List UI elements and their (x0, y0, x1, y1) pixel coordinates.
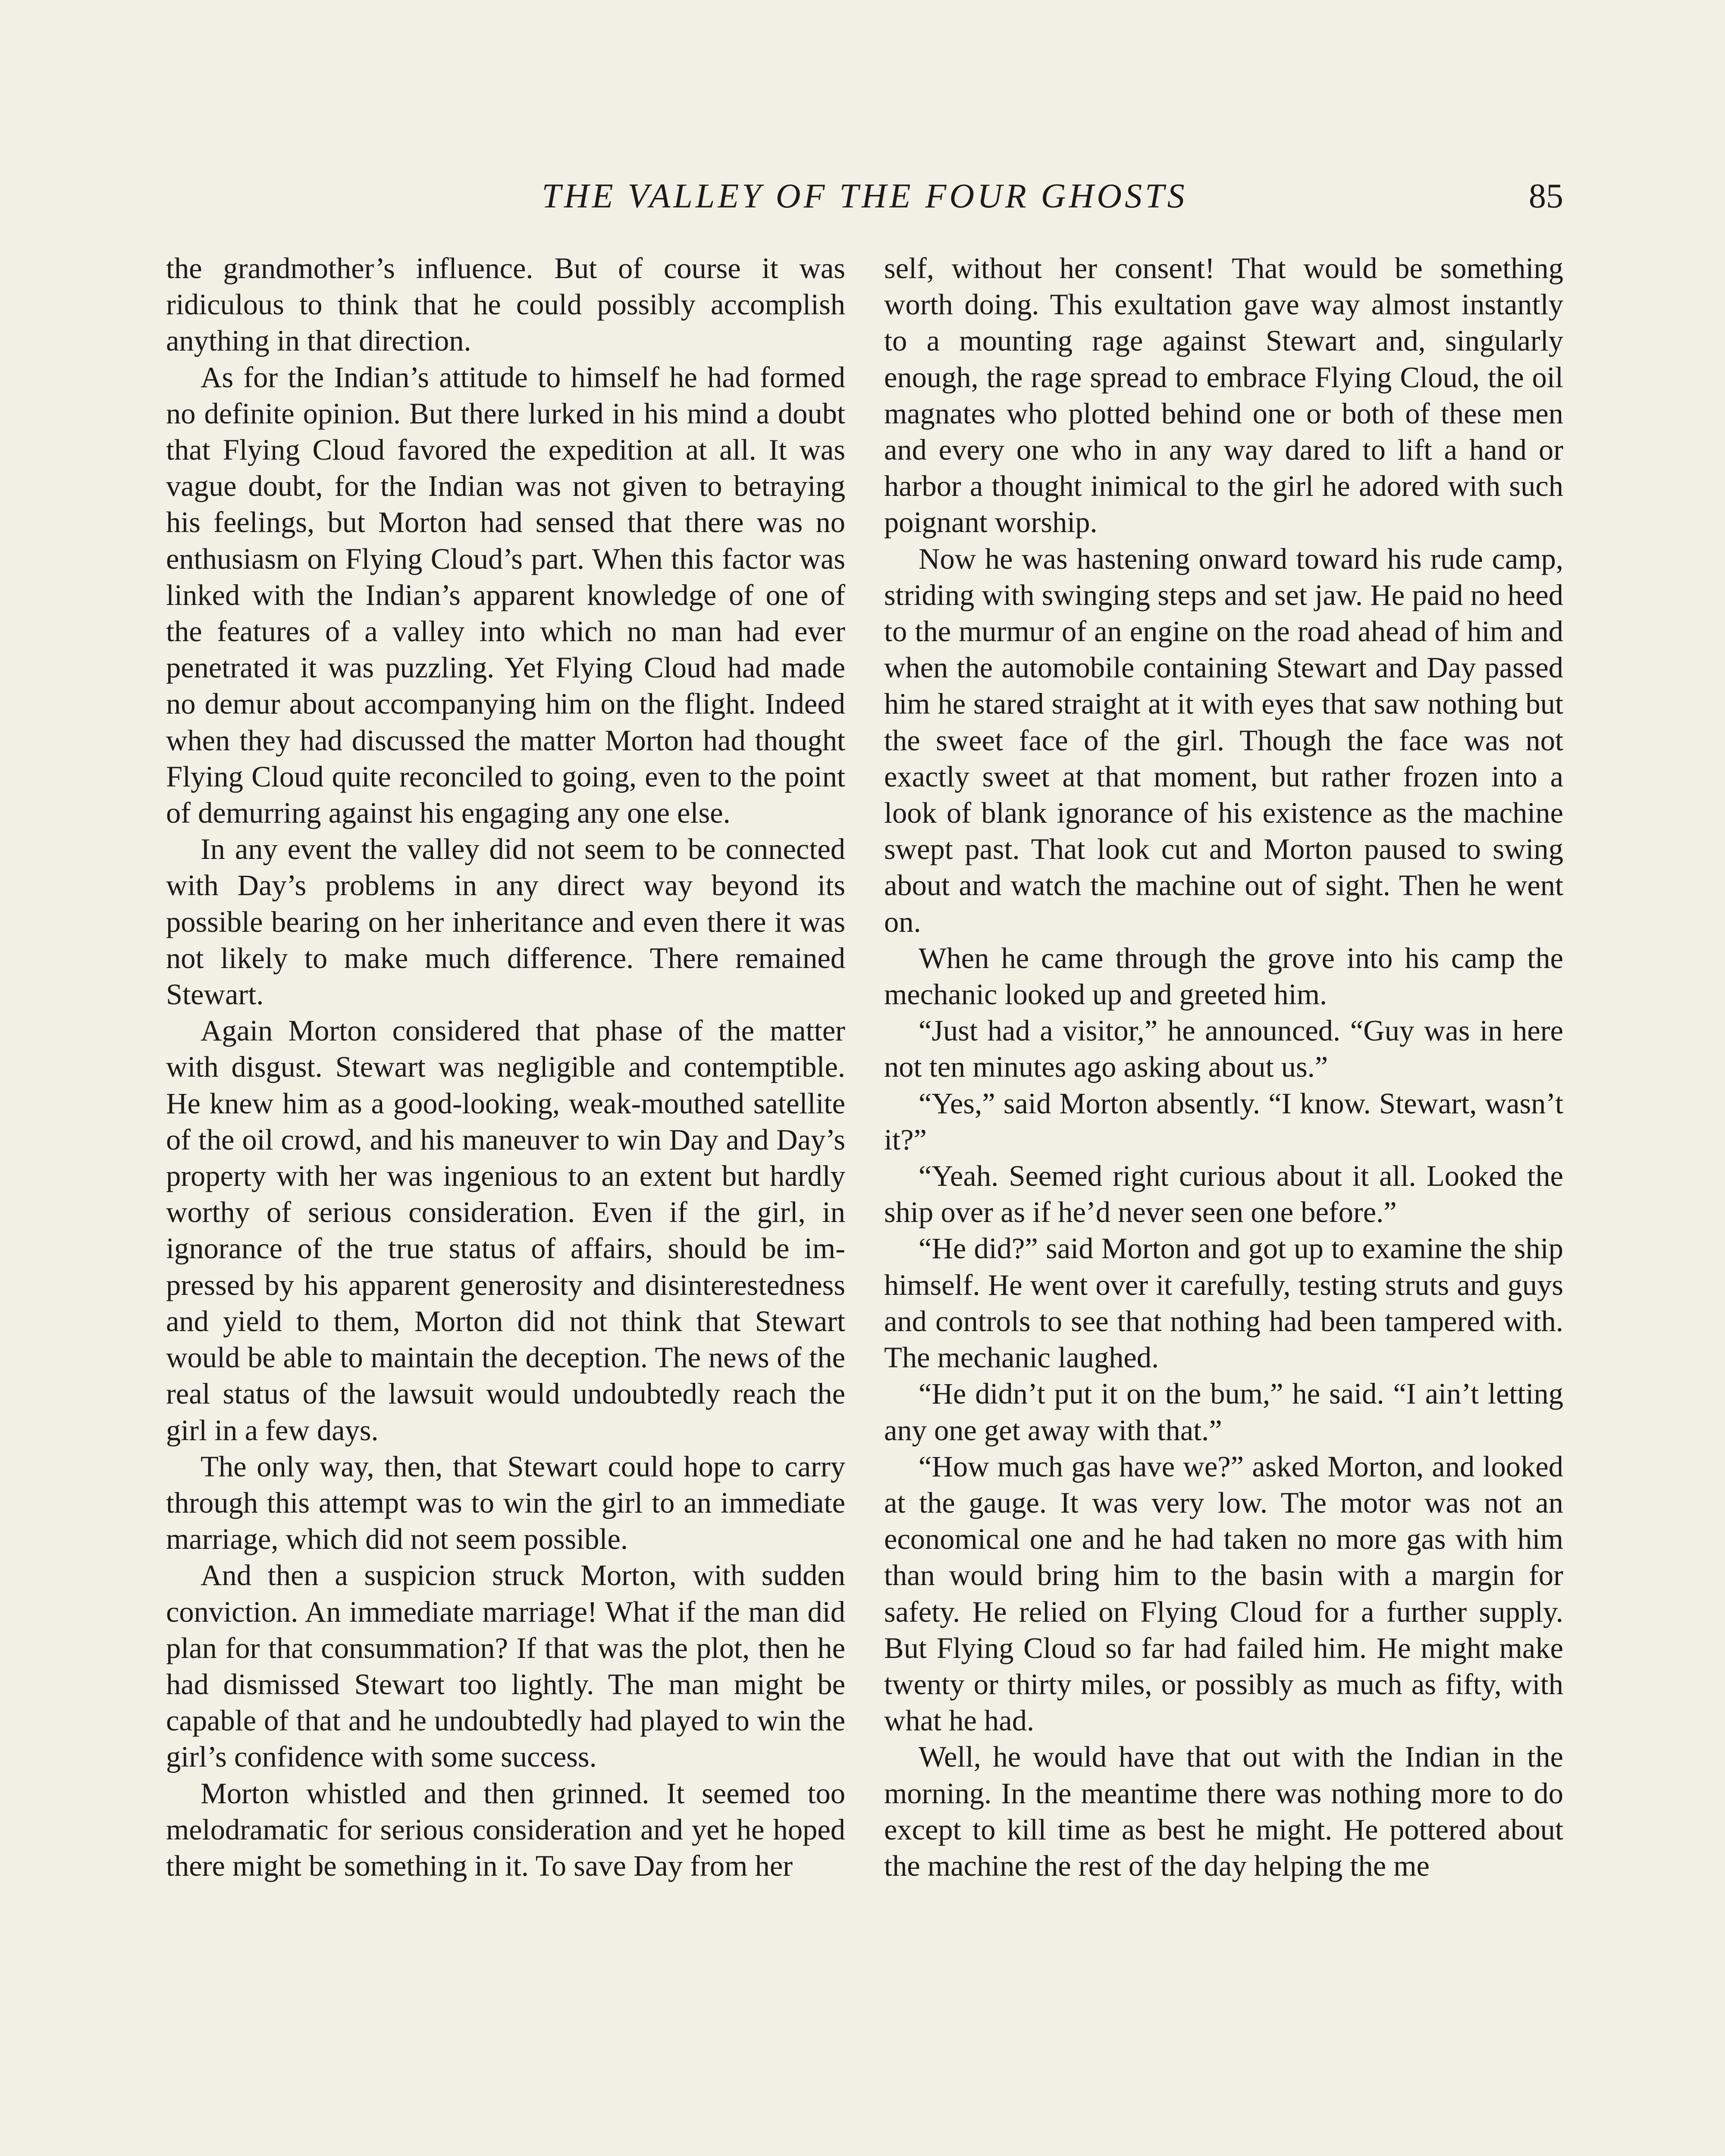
paragraph: As for the Indian’s attitude to himself he had formed no definite opinion. But there lurked in his mind a doubt that Flying Cloud favored the expedition at all. It was vague doubt, for the Indian was not given to betraying his feelings, but Morton had sensed that there was no enthusiasm on Flying Cloud’s part. When this factor was linked with the Indian’s apparent knowledge of one of the features of a valley into which no man had ever penetrated it was puzzling. Yet Flying Cloud had made no demur about accompanying him on the flight. Indeed when they had discussed the matter Morton had thought Flying Cloud quite reconciled to going, even to the point of demurring against his engaging any one else. (166, 360, 845, 830)
paragraph: “He didn’t put it on the bum,” he said. “I ain’t letting any one get away with that.” (884, 1377, 1563, 1447)
page-number: 85 (1529, 177, 1563, 215)
paragraph: And then a suspicion struck Morton, with sudden conviction. An immediate marriage! What if the man did plan for that consummation? If that was the plot, then he had dismissed Stewart too lightly. The man might be capable of that and he undoubtedly had played to win the girl’s confidence with some success. (166, 1559, 845, 1774)
left-column (166, 250, 845, 1884)
paragraph: “How much gas have we?” asked Morton, and looked at the gauge. It was very low. The motor was not an economical one and he had taken no more gas with him than would bring him to the basin with a margin for safety. He relied on Flying Cloud for a further supply. But Flying Cloud so far had failed him. He might make twenty or thirty miles, or possibly as much as fifty, with what he had. (884, 1450, 1563, 1737)
paragraph: self, without her consent! That would be something worth doing. This exultation gave way almost instantly to a mounting rage against Stewart and, singularly enough, the rage spread to embrace Flying Cloud, the oil magnates who plotted behind one or both of these men and every one who in any way dared to lift a hand or harbor a thought inimical to the girl he adored with such poignant worship. (884, 252, 1563, 539)
paragraph: In any event the valley did not seem to be connected with Day’s problems in any direct way beyond its possible bearing on her inheritance and even there it was not likely to make much difference. There remained Stewart. (166, 833, 845, 1011)
paragraph: When he came through the grove into his camp the mechanic looked up and greeted him. (884, 941, 1563, 1011)
paragraph: Now he was hastening onward toward his rude camp, striding with swinging steps and set jaw. He paid no heed to the murmur of an engine on the road ahead of him and when the automobile containing Stewart and Day passed him he stared straight at it with eyes that saw nothing but the sweet face of the girl. Though the face was not exactly sweet at that moment, but rather frozen into a look of blank ignorance of his existence as the machine swept past. That look cut and Morton paused to swing about and watch the machine out of sight. Then he went on. (884, 542, 1563, 938)
paragraph: The only way, then, that Stewart could hope to carry through this attempt was to win the girl to an immediate marriage, which did not seem possible. (166, 1450, 845, 1556)
paragraph: the grandmother’s influence. But of course it was ridiculous to think that he could possibly accomplish anything in that direction. (166, 252, 845, 357)
paragraph: Well, he would have that out with the Indian in the morning. In the meantime there was nothing more to do except to kill time as best he might. He pottered about the machine the rest of the day helping the me (884, 1740, 1563, 1882)
running-title: THE VALLEY OF THE FOUR GHOSTS (542, 177, 1188, 215)
running-header (166, 172, 1563, 220)
paragraph: Morton whistled and then grinned. It seemed too melodramatic for serious consideration and yet he hoped there might be something in it. To save Day from her (166, 1777, 845, 1882)
paragraph: “Yeah. Seemed right curious about it all. Looked the ship over as if he’d never seen one before.” (884, 1159, 1563, 1229)
right-column (884, 250, 1563, 1884)
paragraph: “He did?” said Morton and got up to examine the ship himself. He went over it carefully, testing struts and guys and controls to see that nothing had been tampered with. The mechanic laughed. (884, 1232, 1563, 1374)
paragraph: Again Morton considered that phase of the matter with disgust. Stewart was negligible and contemptible. He knew him as a good-looking, weak-mouthed satellite of the oil crowd, and his maneuver to win Day and Day’s property with her was ingenious to an extent but hardly worthy of serious consideration. Even if the girl, in ignorance of the true status of affairs, should be impressed by his apparent generosity and disinterestedness and yield to them, Morton did not think that Stewart would be able to maintain the deception. The news of the real status of the lawsuit would undoubtedly reach the girl in a few days. (166, 1014, 845, 1447)
paragraph: “Yes,” said Morton absently. “I know. Stewart, wasn’t it?” (884, 1087, 1563, 1156)
paragraph: “Just had a visitor,” he announced. “Guy was in here not ten minutes ago asking about us.” (884, 1014, 1563, 1084)
